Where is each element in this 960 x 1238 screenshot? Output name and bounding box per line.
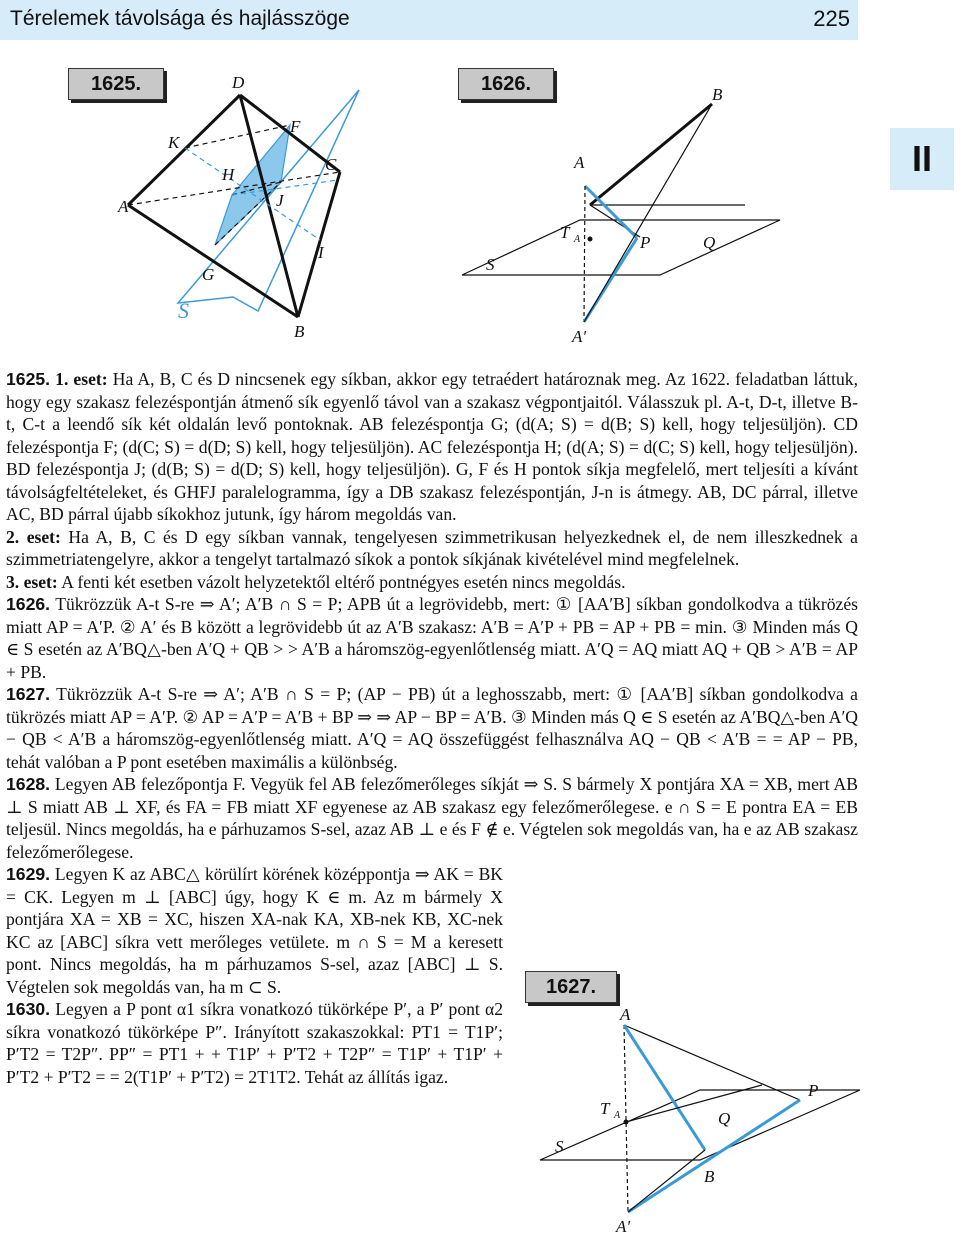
label-d: D: [232, 73, 245, 92]
figure-1625: [100, 70, 390, 350]
segment-pb: [590, 104, 712, 205]
label-a-prime: A': [616, 1217, 631, 1236]
label-k: K: [168, 133, 180, 152]
paragraph-1625-case3: 3. eset: A fenti két esetben vázolt helyzetektől eltérő pontnégyes esetén nincs megoldás.: [6, 571, 626, 592]
label-p: P: [640, 233, 651, 252]
paragraph-1629: 1629. Legyen K az ABC△ körülírt körének középpontja ⇒ AK = BK = CK. Legyen m ⊥ [ABC] úgy, hogy K ∈ m. Az m bármely X pontjára XA = XB = XC, hiszen XA-nak KA, XB-nek KB, XC-nek KC az [ABC] síkra vett merőleges vetülete. m ∩ S = M a keresett pont. Nincs megoldás, ha m párhuzamos S-sel, azaz [ABC] ⊥ S. Végtelen sok megoldás van, ha m ⊂ S.: [6, 864, 504, 997]
label-c: C: [325, 155, 337, 174]
label-b: B: [294, 322, 305, 341]
label-ta: T: [560, 223, 570, 242]
paragraph-1628: 1628. Legyen AB felezőpontja F. Vegyük fel AB felezőmerőleges síkját ⇒ S. S bármely X pontjára XA = XB, mert AB ⊥ S miatt AB ⊥ XF, és FA = FB miatt XF egyenese az AB szakasz egy felezőmerőlegese. e ∩ S = E pontra EA = EB teljesül. Nincs megoldás, ha e párhuzamos S-sel, azaz AB ⊥ e és F ∉ e. Végtelen sok megoldás van, ha e az AB szakasz felezőmerőlegese.: [6, 774, 858, 862]
paragraph-1626: 1626. Tükrözzük A-t S-re ⇒ A′; A′B ∩ S = P; APB út a legrövidebb, mert: ① [AA′B] síkban gondolkodva a tükrözés miatt AP = A′P. ② A′ és B között a legrövidebb út az A′B szakasz: A′B = A′P + PB = AP + PB = min. ③ Minden más Q ∈ S esetén az A′BQ△-ben A′Q + QB > > A′B a háromszög-egyenlőtlenség miatt. A′Q = AQ miatt AQ + QB > A′B = AP + PB.: [6, 594, 858, 682]
foot-point-ta: [588, 237, 593, 242]
paragraph-1625-case1: 1625. 1. eset: Ha A, B, C és D nincsenek egy síkban, akkor egy tetraédert határoznak meg. Az 1622. feladatban láttuk, hogy egy szakasz felezéspontján átmenő sík egyenlő távol van a szakasz végpontjaitól. Válasszuk pl. A-t, D-t, illetve B-t, C-t a leendő sík két oldalán levő pontoknak. AB felezéspontja G; (d(A; S) = d(B; S) kell, hogy teljesüljön). CD felezéspontja F; (d(C; S) = d(D; S) kell, hogy teljesüljön). AC felezéspontja H; (d(A; S) = d(C; S) kell, hogy teljesüljön). BD felezéspontja J; (d(B; S) = d(D; S) kell, hogy teljesüljön). G, F és H pontok síkja megfelelő, mert teljesíti a kívánt távolságfeltételeket, és GHFJ paralelogramma, így a DB szakasz felezéspontján, J-n is átmegy. AB, DC párral, illetve AC, BD párral újabb síkokhoz jutunk, így három megoldás van.: [6, 369, 859, 524]
label-q: Q: [703, 233, 716, 252]
label-a: A: [574, 153, 585, 172]
paragraph-1627: 1627. Tükrözzük A-t S-re ⇒ A′; A′B ∩ S = P; (AP − PB) út a leghosszabb, mert: ① [AA′B] síkban gondolkodva a tükrözés miatt AP = A′P. ② AP = A′P = A′B + BP ⇒ ⇒ AP − BP = A′B. ③ Minden más Q ∈ S esetén az A′BQ△-ben A′Q − QB < A′B a háromszög-egyenlőtlenség miatt. A′Q = AQ összefüggést felhasználva AQ − QB < A′B = = AP − PB, tehát valóban a P pont esetében maximális a különbség.: [6, 684, 858, 772]
body-text: [6, 368, 858, 1163]
label-ta-sub: A: [614, 1110, 621, 1121]
label-s: S: [486, 255, 495, 274]
figure-1626: [455, 75, 785, 350]
chapter-tab: II: [890, 128, 954, 190]
label-q: Q: [718, 1109, 731, 1128]
label-j: J: [276, 191, 284, 210]
page-header: [0, 0, 858, 40]
plane-s: [462, 220, 780, 275]
label-s: S: [178, 298, 189, 323]
label-p: P: [808, 1081, 819, 1100]
figure-1627-space: [513, 863, 858, 1163]
label-a-prime: A': [572, 327, 587, 346]
label-b: B: [712, 85, 723, 104]
figure-1626-badge: 1626.: [458, 68, 554, 100]
figure-1627-badge: 1627.: [525, 971, 617, 1003]
segment-aa-prime: [584, 186, 585, 322]
label-a: A: [620, 1005, 631, 1024]
label-s: S: [555, 1137, 564, 1156]
label-ta-sub: A: [574, 234, 581, 245]
paragraph-1625-case2: 2. eset: Ha A, B, C és D egy síkban vannak, tengelyesen szimmetrikusan helyezkednek el, de nem illeszkednek a szimmetriatengelyre, akkor a tengelyt tartalmazó síkok a pontok síkjának kivételével mind megfelelnek.: [6, 526, 858, 569]
section-title: Térelemek távolsága és hajlásszöge: [10, 7, 350, 30]
label-i: I: [318, 243, 324, 262]
page-number: 225: [813, 6, 850, 31]
label-a: A: [118, 197, 129, 216]
paragraph-1630: 1630. Legyen a P pont α1 síkra vonatkozó tükörképe P′, a P′ pont α2 síkra vonatkozó tükörképe P″. Irányított szakaszokkal: PT1 = T1P′; P′T2 = T2P″. PP″ = PT1 + + T1P′ + P′T2 + T2P″ = T1P′ + T1P′ + P′T2 + P′T2 = = 2(T1P′ + P′T2) = 2T1T2. Tehát az állítás igaz.: [6, 999, 503, 1087]
segment-ap: [585, 186, 637, 238]
label-h: H: [222, 165, 235, 184]
label-ta: T: [600, 1099, 610, 1118]
figure-1625-badge: 1625.: [68, 68, 164, 100]
label-b: B: [704, 1167, 715, 1186]
label-f: F: [290, 117, 301, 136]
label-g: G: [202, 265, 215, 284]
